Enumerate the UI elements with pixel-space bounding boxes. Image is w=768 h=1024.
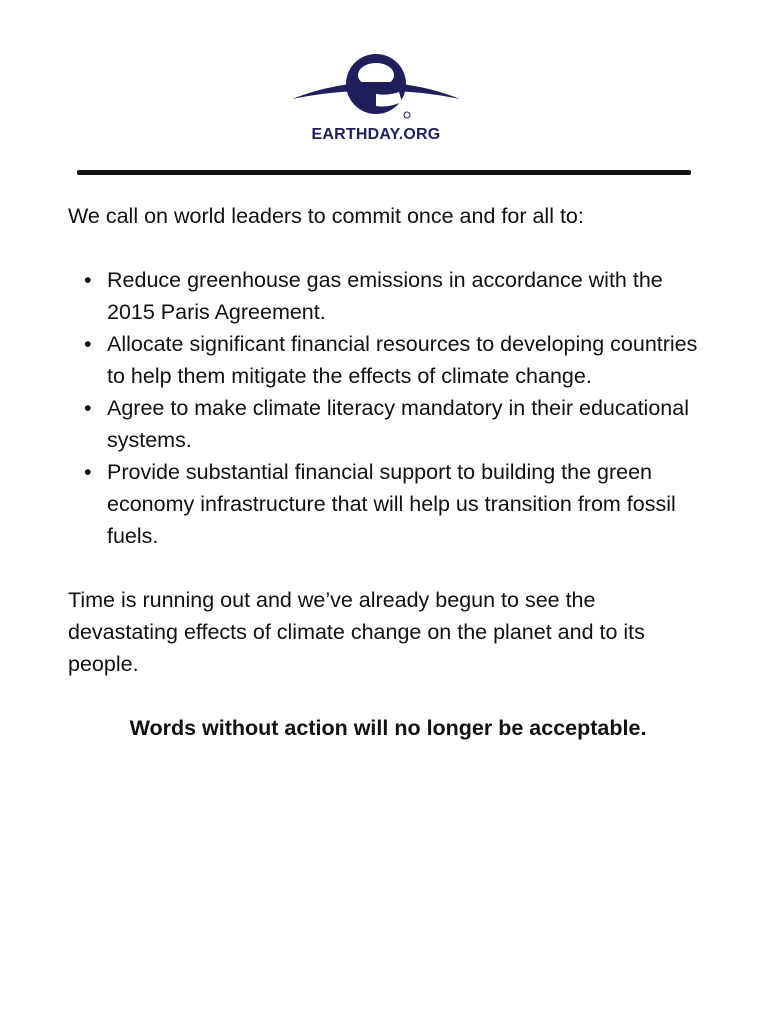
demands-list [68, 264, 708, 552]
bullet-icon: • [84, 396, 92, 420]
demand-text: Provide substantial financial support to building the green economy infrastructure that will help us transition from fossil fuels. [107, 460, 676, 548]
logo-wordmark: EARTHDAY.ORG [311, 126, 441, 143]
list-item [68, 264, 708, 328]
earthday-e-icon [284, 44, 468, 126]
list-item [68, 392, 708, 456]
bullet-icon: • [84, 460, 92, 484]
demand-text: Reduce greenhouse gas emissions in accordance with the 2015 Paris Agreement. [107, 268, 663, 324]
bullet-icon: • [84, 268, 92, 292]
intro-paragraph: We call on world leaders to commit once and for all to: [68, 204, 584, 228]
closing-statement: Words without action will no longer be acceptable. [129, 716, 647, 740]
bullet-icon: • [84, 332, 92, 356]
outro-paragraph: Time is running out and we’ve already begun to see the devastating effects of climate change on the planet and to its people. [68, 588, 645, 676]
earthday-logo [284, 44, 484, 148]
list-item [68, 456, 708, 552]
statement-body [68, 200, 708, 744]
demand-text: Allocate significant financial resources to developing countries to help them mitigate the effects of climate change. [107, 332, 698, 388]
list-item [68, 328, 708, 392]
demand-text: Agree to make climate literacy mandatory in their educational systems. [107, 396, 689, 452]
divider-rule [77, 170, 691, 175]
